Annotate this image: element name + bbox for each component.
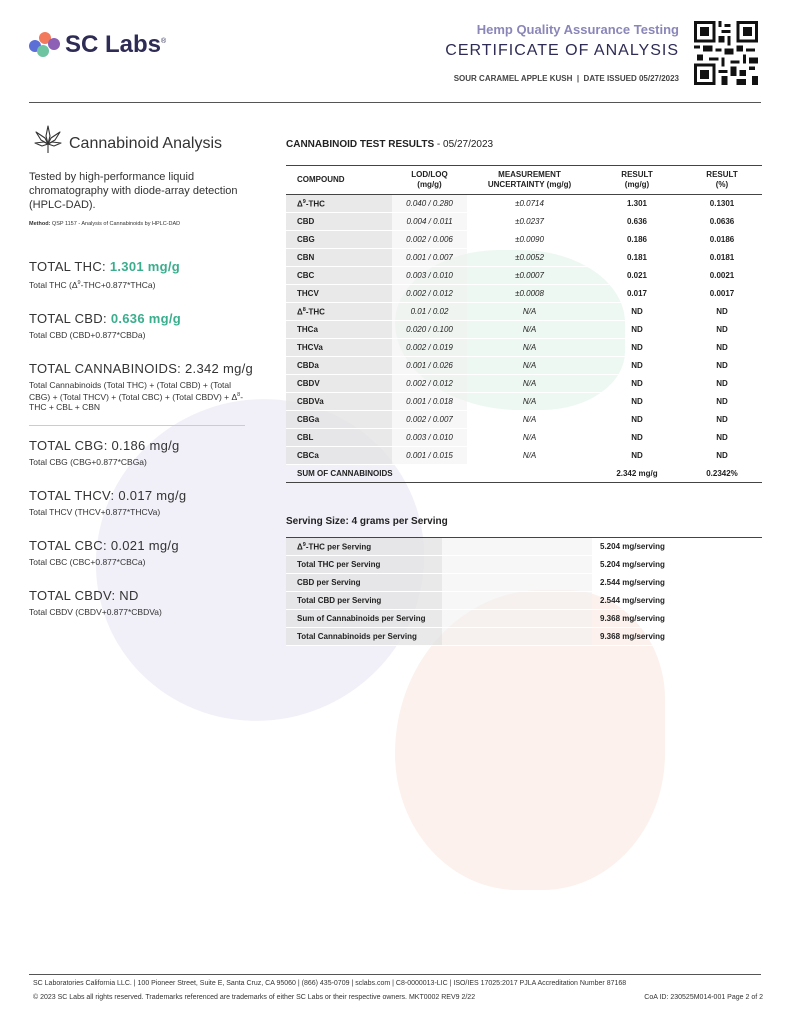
logo: [27, 28, 187, 60]
lod-loq-cell: 0.002 / 0.012: [392, 375, 467, 393]
serving-spacer: [442, 538, 592, 556]
total-label: TOTAL CBD:: [29, 310, 107, 326]
compound-cell: CBN: [286, 249, 392, 267]
result-mg-cell: 0.017: [592, 285, 682, 303]
lod-loq-cell: 0.002 / 0.006: [392, 231, 467, 249]
lod-loq-cell: 0.003 / 0.010: [392, 267, 467, 285]
column-header: RESULT (mg/g): [592, 166, 682, 195]
total-formula: Total THC $(\Delta^9-THC+0.877*THCa)$: [29, 279, 156, 290]
total-value: 0.636 mg/g: [110, 310, 182, 326]
result-pct-cell: 0.0636: [682, 213, 762, 231]
footer-address: SC Laboratories California LLC. | 100 Pioneer Street, Suite E, Santa Cruz, CA 95060 | (866) 435-0709 | sclabs.com | C8-0000013-LIC | ISO/IES 17025:2017 PJLA Accreditation Number 87168: [33, 980, 627, 987]
date-issued: DATE ISSUED 05/27/2023: [583, 74, 679, 83]
lod-loq-cell: 0.004 / 0.011: [392, 213, 467, 231]
lod-loq-cell: 0.001 / 0.018: [392, 393, 467, 411]
lod-loq-cell: 0.001 / 0.026: [392, 357, 467, 375]
total-formula: Total Cannabinoids (Total THC) + (Total CBD) + (Total CBG) + (Total THCV) + (Total CBC) + (Total CBDV) + $\Delta^8$-THC + CBL + CBN: [29, 379, 244, 412]
table-row: [286, 574, 762, 592]
total-formula: Total THCV (THCV+0.877*THCVa): [29, 507, 161, 517]
cannabis-leaf-icon: [33, 124, 63, 154]
lod-loq-cell: 0.040 / 0.280: [392, 195, 467, 213]
result-mg-cell: ND: [592, 321, 682, 339]
total-value: 0.017 mg/g: [118, 488, 187, 503]
result-pct-cell: ND: [682, 375, 762, 393]
total-formula: Total CBG (CBG+0.877*CBGa): [29, 457, 147, 467]
table-row: [286, 267, 762, 285]
footer-copyright: [33, 994, 763, 1001]
header-subtitle: Hemp Quality Assurance Testing: [476, 22, 679, 37]
compound-cell: CBDV: [286, 375, 392, 393]
result-pct-cell: ND: [682, 393, 762, 411]
sample-name: SOUR CARAMEL APPLE KUSH: [453, 74, 573, 83]
compound-cell: $\Delta^8$-THC: [286, 303, 392, 321]
lod-loq-cell: 0.01 / 0.02: [392, 303, 467, 321]
result-mg-cell: ND: [592, 393, 682, 411]
total-formula: Total CBC (CBC+0.877*CBCa): [29, 557, 146, 567]
lod-loq-cell: 0.001 / 0.015: [392, 447, 467, 465]
serving-label: Total CBD per Serving: [286, 592, 442, 610]
result-pct-cell: ND: [682, 357, 762, 375]
compound-cell: THCa: [286, 321, 392, 339]
result-pct-cell: 0.0017: [682, 285, 762, 303]
total-cbc: [29, 538, 259, 567]
compound-cell: CBC: [286, 267, 392, 285]
method-line: Method: QSP 1157 - Analysis of Cannabinoids by HPLC-DAD: [29, 221, 181, 227]
table-row: [286, 628, 762, 646]
uncertainty-cell: ±0.0052: [467, 249, 592, 267]
result-pct-cell: 0.1301: [682, 195, 762, 213]
uncertainty-cell: N/A: [467, 321, 592, 339]
total-value: 0.186 mg/g: [111, 438, 180, 453]
result-pct-cell: 0.0181: [682, 249, 762, 267]
table-row: [286, 610, 762, 628]
totals-secondary: [29, 438, 259, 617]
result-pct-cell: ND: [682, 429, 762, 447]
serving-value: 5.204 mg/serving: [592, 556, 762, 574]
serving-spacer: [442, 628, 592, 646]
compound-cell: CBG: [286, 231, 392, 249]
serving-spacer: [442, 592, 592, 610]
lod-loq-cell: 0.002 / 0.019: [392, 339, 467, 357]
sum-mg: 2.342 mg/g: [592, 465, 682, 483]
serving-spacer: [442, 610, 592, 628]
serving-value: 2.544 mg/serving: [592, 592, 762, 610]
section-heading: [33, 124, 222, 159]
serving-label: Total THC per Serving: [286, 556, 442, 574]
compound-cell: CBDa: [286, 357, 392, 375]
uncertainty-cell: N/A: [467, 447, 592, 465]
table-row: [286, 556, 762, 574]
table-row: [286, 213, 762, 231]
total-formula: Total CBD (CBD+0.877*CBDa): [29, 329, 146, 340]
result-pct-cell: 0.0021: [682, 267, 762, 285]
serving-value: 9.368 mg/serving: [592, 628, 762, 646]
cannabinoid-results-table: [286, 165, 762, 483]
column-header: MEASUREMENT UNCERTAINTY (mg/g): [467, 166, 592, 195]
result-mg-cell: ND: [592, 411, 682, 429]
result-mg-cell: ND: [592, 447, 682, 465]
header-title: CERTIFICATE OF ANALYSIS: [445, 42, 679, 59]
uncertainty-cell: N/A: [467, 393, 592, 411]
total-value: ND: [119, 588, 139, 603]
serving-value: 2.544 mg/serving: [592, 574, 762, 592]
total-value: 0.021 mg/g: [110, 538, 179, 553]
left-divider: [29, 425, 245, 426]
total-value: 1.301 mg/g: [109, 259, 181, 274]
result-pct-cell: ND: [682, 321, 762, 339]
section-title: Cannabinoid Analysis: [69, 135, 222, 152]
sum-row: [286, 465, 762, 483]
total-label: TOTAL CBDV:: [29, 588, 116, 603]
total-label: TOTAL CANNABINOIDS:: [29, 360, 182, 376]
result-mg-cell: 1.301: [592, 195, 682, 213]
serving-spacer: [442, 574, 592, 592]
result-pct-cell: ND: [682, 303, 762, 321]
footer-coa-id: CoA ID: 230525M014-001 Page 2 of 2: [644, 994, 763, 1001]
serving-spacer: [442, 556, 592, 574]
compound-cell: $\Delta^9$-THC: [286, 195, 392, 213]
total-thcv: [29, 488, 259, 517]
result-mg-cell: 0.021: [592, 267, 682, 285]
result-mg-cell: 0.186: [592, 231, 682, 249]
uncertainty-cell: ±0.0008: [467, 285, 592, 303]
compound-cell: CBDVa: [286, 393, 392, 411]
result-mg-cell: ND: [592, 375, 682, 393]
lod-loq-cell: 0.002 / 0.012: [392, 285, 467, 303]
table-row: [286, 357, 762, 375]
total-value: 2.342 mg/g: [185, 360, 254, 376]
table-row: [286, 393, 762, 411]
table-row: [286, 231, 762, 249]
total-label: TOTAL THC:: [29, 259, 106, 274]
sum-label: SUM OF CANNABINOIDS: [286, 465, 592, 483]
serving-label: $\Delta^9$-THC per Serving: [286, 538, 442, 556]
compound-cell: CBGa: [286, 411, 392, 429]
result-pct-cell: ND: [682, 447, 762, 465]
table-row: [286, 538, 762, 556]
lod-loq-cell: 0.002 / 0.007: [392, 411, 467, 429]
result-pct-cell: ND: [682, 411, 762, 429]
column-header: LOD/LOQ (mg/g): [392, 166, 467, 195]
table-row: [286, 447, 762, 465]
table-row: [286, 429, 762, 447]
total-label: TOTAL CBG:: [29, 438, 108, 453]
compound-cell: CBL: [286, 429, 392, 447]
footer-divider: [29, 974, 761, 975]
uncertainty-cell: ±0.0714: [467, 195, 592, 213]
totals-primary: [29, 259, 259, 412]
table-row: [286, 592, 762, 610]
total-formula: Total CBDV (CBDV+0.877*CBDVa): [29, 607, 162, 617]
result-mg-cell: ND: [592, 429, 682, 447]
serving-value: 5.204 mg/serving: [592, 538, 762, 556]
lod-loq-cell: 0.001 / 0.007: [392, 249, 467, 267]
uncertainty-cell: N/A: [467, 411, 592, 429]
compound-cell: THCVa: [286, 339, 392, 357]
serving-label: Sum of Cannabinoids per Serving: [286, 610, 442, 628]
uncertainty-cell: N/A: [467, 357, 592, 375]
table-row: [286, 321, 762, 339]
serving-label: Total Cannabinoids per Serving: [286, 628, 442, 646]
uncertainty-cell: N/A: [467, 303, 592, 321]
table-row: [286, 249, 762, 267]
serving-title: Serving Size: 4 grams per Serving: [286, 516, 448, 527]
result-pct-cell: 0.0186: [682, 231, 762, 249]
result-mg-cell: 0.636: [592, 213, 682, 231]
uncertainty-cell: N/A: [467, 429, 592, 447]
header-divider: [29, 102, 761, 103]
result-pct-cell: ND: [682, 339, 762, 357]
qr-code-icon[interactable]: [694, 21, 758, 85]
total-label: TOTAL THCV:: [29, 488, 115, 503]
table-row: [286, 339, 762, 357]
result-mg-cell: ND: [592, 339, 682, 357]
uncertainty-cell: N/A: [467, 375, 592, 393]
compound-cell: CBCa: [286, 447, 392, 465]
column-header: COMPOUND: [286, 166, 392, 195]
total-label: TOTAL CBC:: [29, 538, 107, 553]
column-header: RESULT (%): [682, 166, 762, 195]
results-title: CANNABINOID TEST RESULTS - 05/27/2023: [286, 139, 494, 150]
header-titles: [445, 22, 679, 60]
uncertainty-cell: ±0.0090: [467, 231, 592, 249]
result-mg-cell: ND: [592, 357, 682, 375]
lod-loq-cell: 0.003 / 0.010: [392, 429, 467, 447]
total-cbd: [29, 311, 259, 340]
table-row: [286, 195, 762, 213]
table-row: [286, 375, 762, 393]
brand-name: SC Labs®: [65, 31, 167, 58]
uncertainty-cell: N/A: [467, 339, 592, 357]
sum-pct: 0.2342%: [682, 465, 762, 483]
compound-cell: CBD: [286, 213, 392, 231]
footer-legal: © 2023 SC Labs all rights reserved. Trademarks referenced are trademarks of either SC Labs or their respective owners. MKT0002 REV9 2/22: [33, 994, 476, 1001]
table-row: [286, 303, 762, 321]
header-meta: [454, 74, 679, 83]
serving-table: [286, 537, 762, 646]
meta-separator: |: [574, 74, 582, 83]
table-row: [286, 285, 762, 303]
table-header-row: [286, 166, 762, 195]
lod-loq-cell: 0.020 / 0.100: [392, 321, 467, 339]
uncertainty-cell: ±0.0237: [467, 213, 592, 231]
table-row: [286, 411, 762, 429]
logo-icon: [27, 28, 63, 60]
compound-cell: THCV: [286, 285, 392, 303]
total-thc: [29, 259, 259, 290]
serving-value: 9.368 mg/serving: [592, 610, 762, 628]
uncertainty-cell: ±0.0007: [467, 267, 592, 285]
serving-label: CBD per Serving: [286, 574, 442, 592]
result-mg-cell: ND: [592, 303, 682, 321]
method-description: Tested by high-performance liquid chromatography with diode-array detection (HPLC-DAD).: [29, 171, 238, 211]
total-cbdv: [29, 588, 259, 617]
total-cannabinoids: [29, 361, 259, 412]
total-cbg: [29, 438, 259, 467]
result-mg-cell: 0.181: [592, 249, 682, 267]
